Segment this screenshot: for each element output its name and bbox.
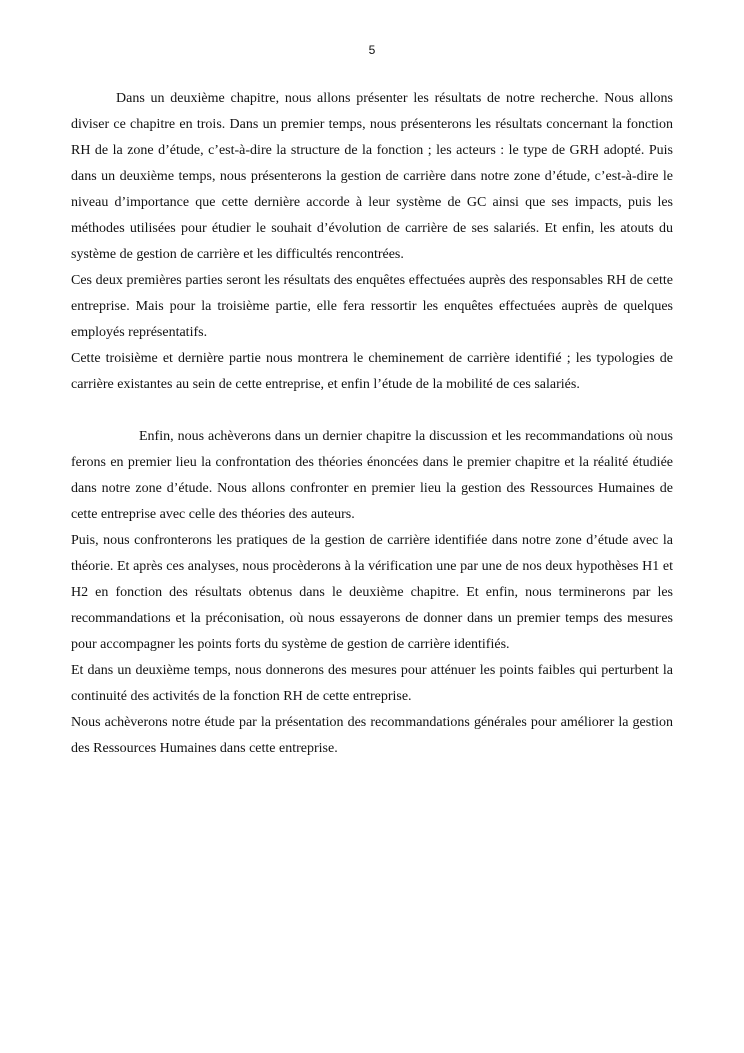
paragraph-third-part: Cette troisième et dernière partie nous montrera le cheminement de carrière identifié ; les typologies de carrière existantes au sein de cette entreprise, et enfin l’étude de la mobilité de ces salariés. [71, 351, 673, 392]
paragraph-last-chapter: Enfin, nous achèverons dans un dernier chapitre la discussion et les recommandations où nous ferons en premier lieu la confrontation des théories énoncées dans le premier chapitre et la réalité étudiée dans notre zone d’étude. Nous allons confronter en premier lieu la gestion des Ressources Humaines de cette entreprise avec celle des théories des auteurs. [71, 429, 673, 522]
paragraph-first-parts: Ces deux premières parties seront les résultats des enquêtes effectuées auprès des responsables RH de cette entreprise. Mais pour la troisième partie, elle fera ressortir les enquêtes effectuées auprès de quelques employés représentatifs. [71, 273, 673, 340]
paragraph-confrontation: Puis, nous confronterons les pratiques de la gestion de carrière identifiée dans notre zone d’étude avec la théorie. Et après ces analyses, nous procèderons à la vérification une par une de nos deux hypothèses H1 et H2 en fonction des résultats obtenus dans le deuxième chapitre. Et enfin, nous terminerons par les recommandations et la préconisation, où nous essayerons de donner dans un premier temps des mesures pour accompagner les points forts du système de gestion de carrière identifiés. [71, 533, 673, 652]
page-number: 5 [368, 43, 376, 57]
paragraph-weak-points: Et dans un deuxième temps, nous donnerons des mesures pour atténuer les points faibles qui perturbent la continuité des activités de la fonction RH de cette entreprise. [71, 663, 673, 704]
paragraph-conclusion: Nous achèverons notre étude par la présentation des recommandations générales pour améliorer la gestion des Ressources Humaines dans cette entreprise. [71, 715, 673, 756]
paragraph-chapter-two-intro: Dans un deuxième chapitre, nous allons présenter les résultats de notre recherche. Nous allons diviser ce chapitre en trois. Dans un premier temps, nous présenterons les résultats concernant la fonction RH de la zone d’étude, c’est-à-dire la structure de la fonction ; les acteurs : le type de GRH adopté. Puis dans un deuxième temps, nous présenterons la gestion de carrière dans notre zone d’étude, c’est-à-dire le niveau d’importance que cette dernière accorde à leur système de GC ainsi que ses impacts, puis les méthodes utilisées pour étudier le souhait d’évolution de carrière de ses salariés. Et enfin, les atouts du système de gestion de carrière et les difficultés rencontrées. [71, 91, 673, 262]
body-text [71, 86, 673, 762]
paragraph-spacer [71, 398, 673, 424]
